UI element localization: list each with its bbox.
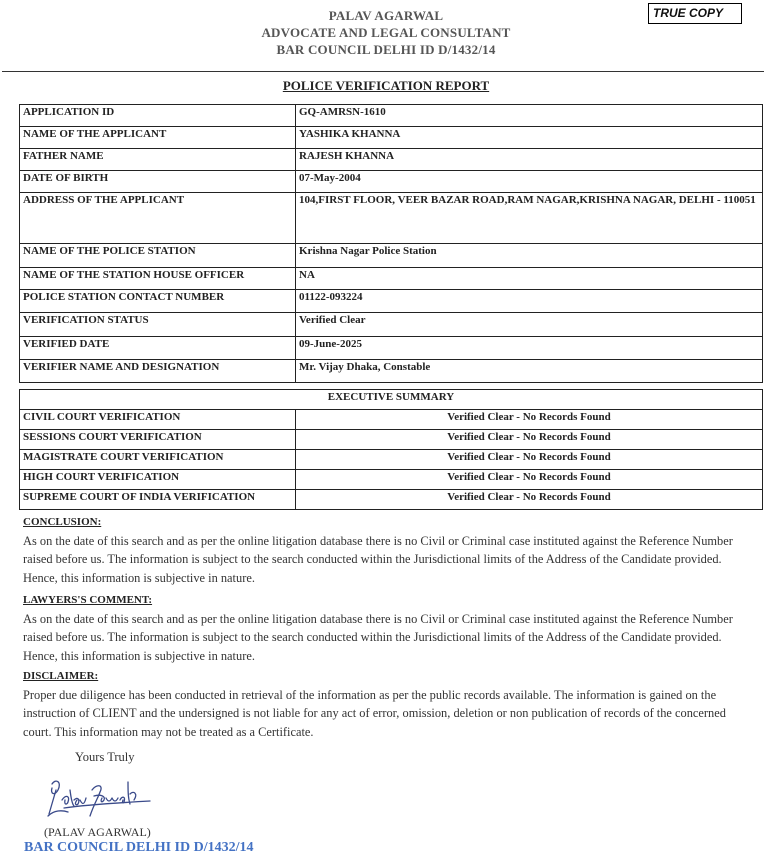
detail-value: YASHIKA KHANNA [296, 127, 763, 149]
applicant-details-table [19, 104, 763, 383]
table-row [20, 410, 763, 430]
detail-label: DATE OF BIRTH [20, 171, 296, 193]
detail-label: NAME OF THE STATION HOUSE OFFICER [20, 268, 296, 290]
detail-label: VERIFICATION STATUS [20, 313, 296, 337]
handwritten-signature [44, 770, 156, 827]
detail-value: Verified Clear [296, 313, 763, 337]
court-label: SUPREME COURT OF INDIA VERIFICATION [20, 490, 296, 510]
disclaimer-text: Proper due diligence has been conducted in retrieval of the information as per the public records available. The information is gained on the instruction of CLIENT and the undersigned is not liable for any act of error, omission, deletion or non publication of records of the concerned court. This information may not be treated as a Certificate. [23, 687, 726, 739]
table-row [20, 244, 763, 268]
summary-heading: EXECUTIVE SUMMARY [20, 390, 763, 410]
advocate-title: ADVOCATE AND LEGAL CONSULTANT [261, 25, 511, 40]
summary-heading-row [20, 390, 763, 410]
court-result: Verified Clear - No Records Found [296, 410, 763, 430]
table-row [20, 430, 763, 450]
executive-summary-table [19, 389, 763, 510]
detail-value: RAJESH KHANNA [296, 149, 763, 171]
detail-value: 104,FIRST FLOOR, VEER BAZAR ROAD,RAM NAGAR,KRISHNA NAGAR, DELHI - 110051 [296, 193, 763, 244]
court-result: Verified Clear - No Records Found [296, 450, 763, 470]
detail-label: FATHER NAME [20, 149, 296, 171]
table-row [20, 337, 763, 360]
detail-label: POLICE STATION CONTACT NUMBER [20, 290, 296, 313]
table-row [20, 313, 763, 337]
table-row [20, 268, 763, 290]
detail-label: VERIFIED DATE [20, 337, 296, 360]
closing-text: Yours Truly [75, 750, 135, 764]
true-copy-stamp: TRUE COPY [648, 3, 742, 24]
table-row [20, 490, 763, 510]
signatory-name: (PALAV AGARWAL) [44, 825, 151, 839]
table-row [20, 105, 763, 127]
detail-value: NA [296, 268, 763, 290]
conclusion-section [23, 513, 753, 587]
detail-value: 01122-093224 [296, 290, 763, 313]
lawyers-comment-section [23, 591, 753, 665]
court-result: Verified Clear - No Records Found [296, 430, 763, 450]
table-row [20, 450, 763, 470]
disclaimer-label: DISCLAIMER: [23, 670, 99, 682]
conclusion-text: As on the date of this search and as per the online litigation database there is no Civil or Criminal case instituted against the Reference Number raised before us. The information is subject to the search conducted within the Jurisdictional limits of the Address of the Candidate provided. Hence, this information is subjective in nature. [23, 533, 733, 585]
court-label: CIVIL COURT VERIFICATION [20, 410, 296, 430]
header-divider [2, 71, 764, 72]
detail-label: NAME OF THE POLICE STATION [20, 244, 296, 268]
table-row [20, 193, 763, 244]
detail-value: GQ-AMRSN-1610 [296, 105, 763, 127]
court-label: SESSIONS COURT VERIFICATION [20, 430, 296, 450]
table-row [20, 127, 763, 149]
detail-value: 09-June-2025 [296, 337, 763, 360]
detail-value: Krishna Nagar Police Station [296, 244, 763, 268]
report-title: POLICE VERIFICATION REPORT [282, 78, 490, 93]
detail-value: 07-May-2004 [296, 171, 763, 193]
disclaimer-section [23, 667, 753, 741]
detail-label: NAME OF THE APPLICANT [20, 127, 296, 149]
table-row [20, 360, 763, 383]
court-label: HIGH COURT VERIFICATION [20, 470, 296, 490]
bar-council-id: BAR COUNCIL DELHI ID D/1432/14 [276, 42, 496, 57]
court-result: Verified Clear - No Records Found [296, 490, 763, 510]
advocate-name: PALAV AGARWAL [328, 8, 444, 23]
lawyers-comment-label: LAWYERS'S COMMENT: [23, 594, 153, 606]
detail-label: VERIFIER NAME AND DESIGNATION [20, 360, 296, 383]
conclusion-label: CONCLUSION: [23, 516, 102, 528]
table-row [20, 470, 763, 490]
court-result: Verified Clear - No Records Found [296, 470, 763, 490]
court-label: MAGISTRATE COURT VERIFICATION [20, 450, 296, 470]
table-row [20, 290, 763, 313]
table-row [20, 171, 763, 193]
footer-bar-council-id: BAR COUNCIL DELHI ID D/1432/14 [24, 840, 254, 855]
detail-label: APPLICATION ID [20, 105, 296, 127]
table-row [20, 149, 763, 171]
detail-value: Mr. Vijay Dhaka, Constable [296, 360, 763, 383]
detail-label: ADDRESS OF THE APPLICANT [20, 193, 296, 244]
lawyers-comment-text: As on the date of this search and as per the online litigation database there is no Civil or Criminal case instituted against the Reference Number raised before us. The information is subject to the search conducted within the Jurisdictional limits of the Address of the Candidate provided. Hence, this information is subjective in nature. [23, 611, 733, 663]
